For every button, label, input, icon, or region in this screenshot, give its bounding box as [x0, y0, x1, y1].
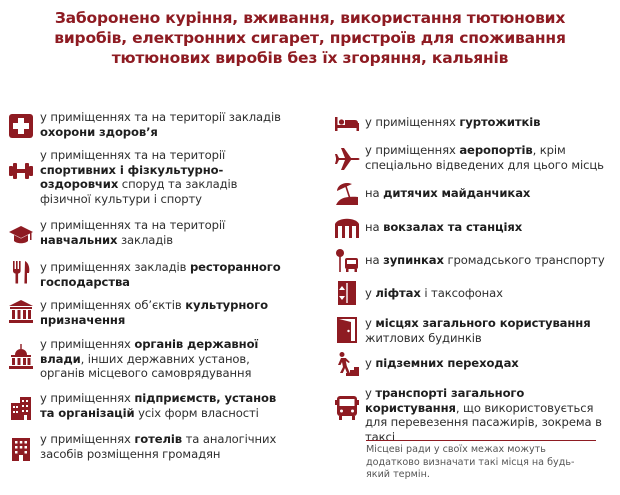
- bus-icon: [334, 395, 360, 421]
- list-item-text: у місцях загального користування житлових будинків: [365, 316, 591, 345]
- bus-stop-icon: [334, 247, 360, 273]
- office-building-icon: [8, 395, 34, 421]
- list-item-text: у приміщеннях підприємств, установ та організацій усіх форм власності: [40, 391, 277, 420]
- list-item-text: на вокзалах та станціях: [365, 220, 523, 234]
- list-item-text: у приміщеннях та на території спортивних і фізкультурно-оздоровчих споруд та закладів фізичної культури і спорту: [40, 148, 238, 206]
- title-line-1: Заборонено куріння, вживання, використання тютюнових: [54, 9, 566, 27]
- list-item-text: у приміщеннях об’єктів культурного призначення: [40, 298, 268, 327]
- title-line-2: виробів, електронних сигарет, пристроїв для споживання: [54, 29, 566, 47]
- list-item-text: у транспорті загального користування, що використовується для перевезення пасажирів, зокрема в таксі: [365, 386, 602, 444]
- underpass-icon: [334, 351, 360, 377]
- list-item-text: у ліфтах і таксофонах: [365, 286, 503, 300]
- list-item-text: на зупинках громадського транспорту: [365, 253, 605, 267]
- bed-icon: [334, 110, 360, 136]
- list-item-text: у приміщеннях аеропортів, крім спеціально відведених для цього місць: [365, 143, 604, 172]
- airplane-icon: [334, 146, 360, 172]
- page-title: [0, 8, 620, 68]
- museum-icon: [8, 298, 34, 324]
- fork-knife-icon: [8, 259, 34, 285]
- list-item-text: у приміщеннях готелів та аналогічних засобів розміщення громадян: [40, 432, 277, 461]
- hotel-icon: [8, 436, 34, 462]
- list-item-text: у приміщеннях та на території закладів охорони здоров’я: [40, 110, 281, 139]
- title-line-3: тютюнових виробів без їх згоряння, кальянів: [111, 49, 509, 67]
- graduation-cap-icon: [8, 222, 34, 248]
- list-item-text: у приміщеннях гуртожитків: [365, 115, 541, 129]
- list-item-text: у приміщеннях закладів ресторанного господарства: [40, 260, 281, 289]
- footnote: Місцеві ради у своїх межах можуть додатково визначати такі місця на будь-який термін.: [366, 440, 596, 482]
- station-icon: [334, 213, 360, 239]
- medical-cross-icon: [8, 113, 34, 139]
- elevator-icon: [334, 280, 360, 306]
- government-building-icon: [8, 344, 34, 370]
- playground-icon: [334, 180, 360, 206]
- dumbbell-icon: [8, 158, 34, 184]
- entrance-door-icon: [334, 317, 360, 343]
- list-item-text: у підземних переходах: [365, 356, 519, 370]
- list-item-text: у приміщеннях органів державної влади, інших державних установ, органів місцевого самоврядування: [40, 337, 259, 380]
- list-item-text: у приміщеннях та на території навчальних закладів: [40, 218, 226, 247]
- list-item-text: на дитячих майданчиках: [365, 186, 531, 200]
